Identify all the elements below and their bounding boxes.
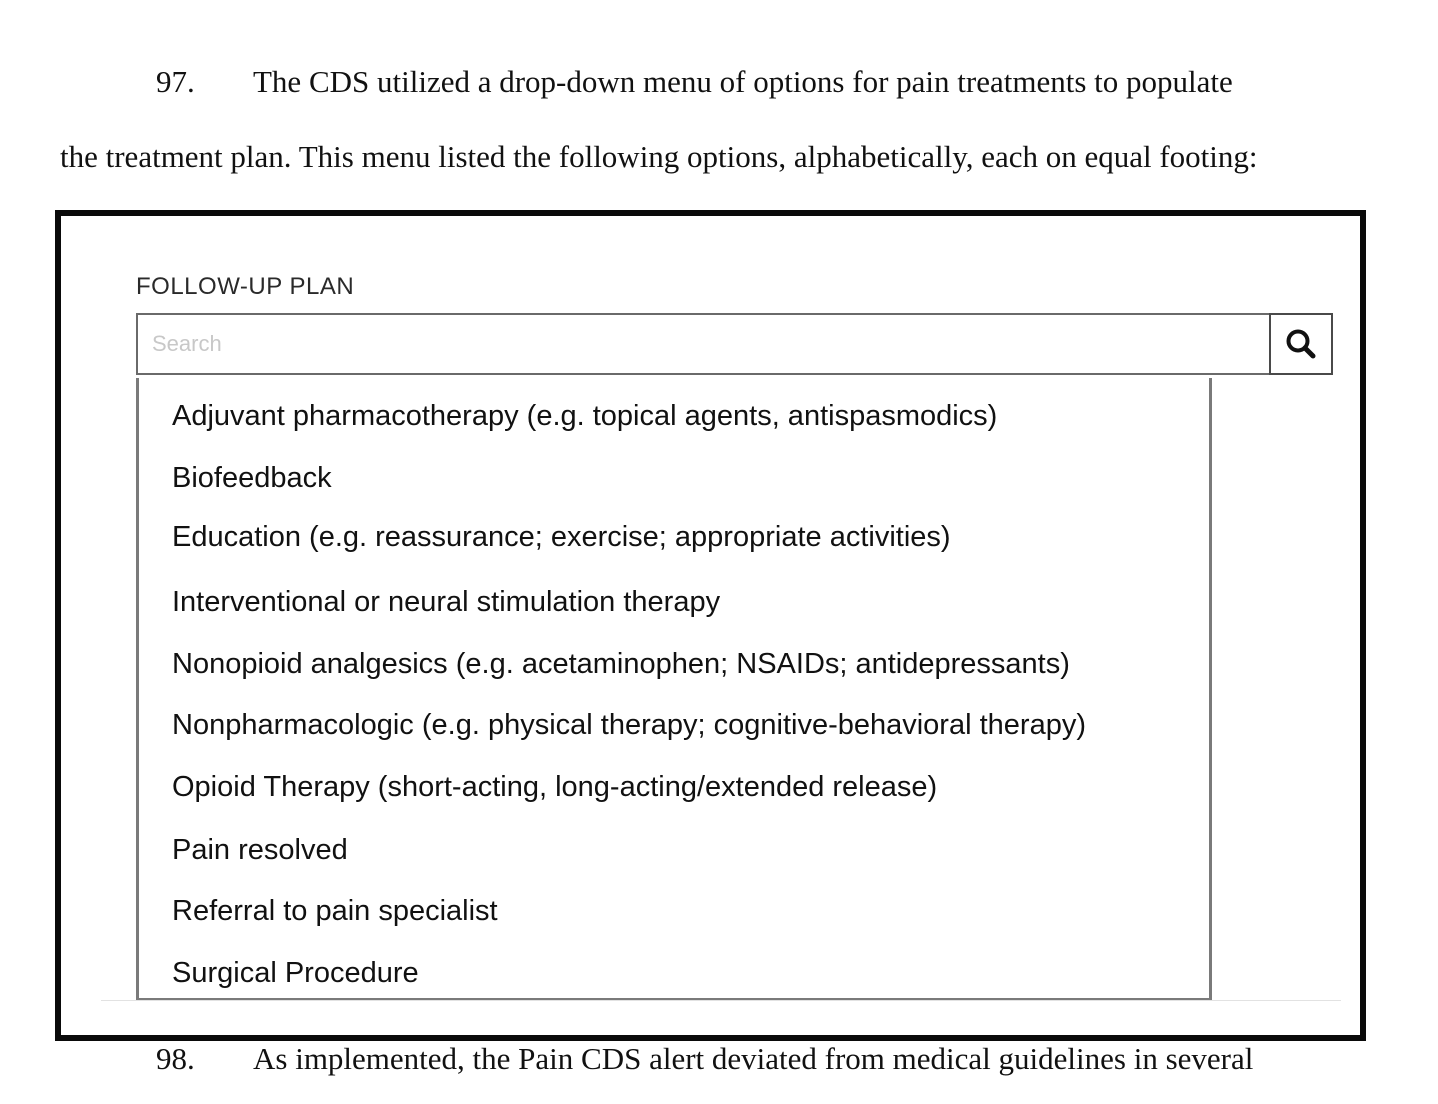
dropdown-option-nonpharmacologic[interactable]: Nonpharmacologic (e.g. physical therapy; cognitive-behavioral therapy) bbox=[172, 709, 1086, 741]
search-button[interactable] bbox=[1269, 313, 1333, 375]
dropdown-option-biofeedback[interactable]: Biofeedback bbox=[172, 462, 332, 494]
dropdown-option-surgical-procedure[interactable]: Surgical Procedure bbox=[172, 957, 419, 989]
search-box bbox=[136, 313, 1331, 375]
search-input[interactable] bbox=[138, 315, 1331, 373]
paragraph-number-97: 97. bbox=[156, 64, 195, 99]
search-icon bbox=[1284, 327, 1318, 361]
dropdown-option-education[interactable]: Education (e.g. reassurance; exercise; appropriate activities) bbox=[172, 521, 951, 553]
dropdown-option-referral[interactable]: Referral to pain specialist bbox=[172, 895, 498, 927]
dropdown-option-nonopioid-analgesics[interactable]: Nonopioid analgesics (e.g. acetaminophen; NSAIDs; antidepressants) bbox=[172, 648, 1070, 680]
paragraph-98-line-1: As implemented, the Pain CDS alert deviated from medical guidelines in several bbox=[253, 1041, 1254, 1076]
follow-up-plan-label: FOLLOW-UP PLAN bbox=[136, 273, 355, 300]
dropdown-option-adjuvant-pharmacotherapy[interactable]: Adjuvant pharmacotherapy (e.g. topical agents, antispasmodics) bbox=[172, 400, 998, 432]
dropdown-option-interventional[interactable]: Interventional or neural stimulation therapy bbox=[172, 586, 721, 618]
paragraph-97-line-2: the treatment plan. This menu listed the following options, alphabetically, each on equal footing: bbox=[60, 139, 1258, 174]
divider bbox=[101, 1000, 1341, 1001]
dropdown-option-pain-resolved[interactable]: Pain resolved bbox=[172, 834, 348, 866]
paragraph-number-98: 98. bbox=[156, 1041, 195, 1076]
paragraph-97-line-1: The CDS utilized a drop-down menu of options for pain treatments to populate bbox=[253, 64, 1233, 99]
screenshot-figure bbox=[55, 210, 1366, 1041]
dropdown-option-opioid-therapy[interactable]: Opioid Therapy (short-acting, long-acting/extended release) bbox=[172, 771, 938, 803]
follow-up-plan-dropdown bbox=[136, 378, 1212, 1000]
